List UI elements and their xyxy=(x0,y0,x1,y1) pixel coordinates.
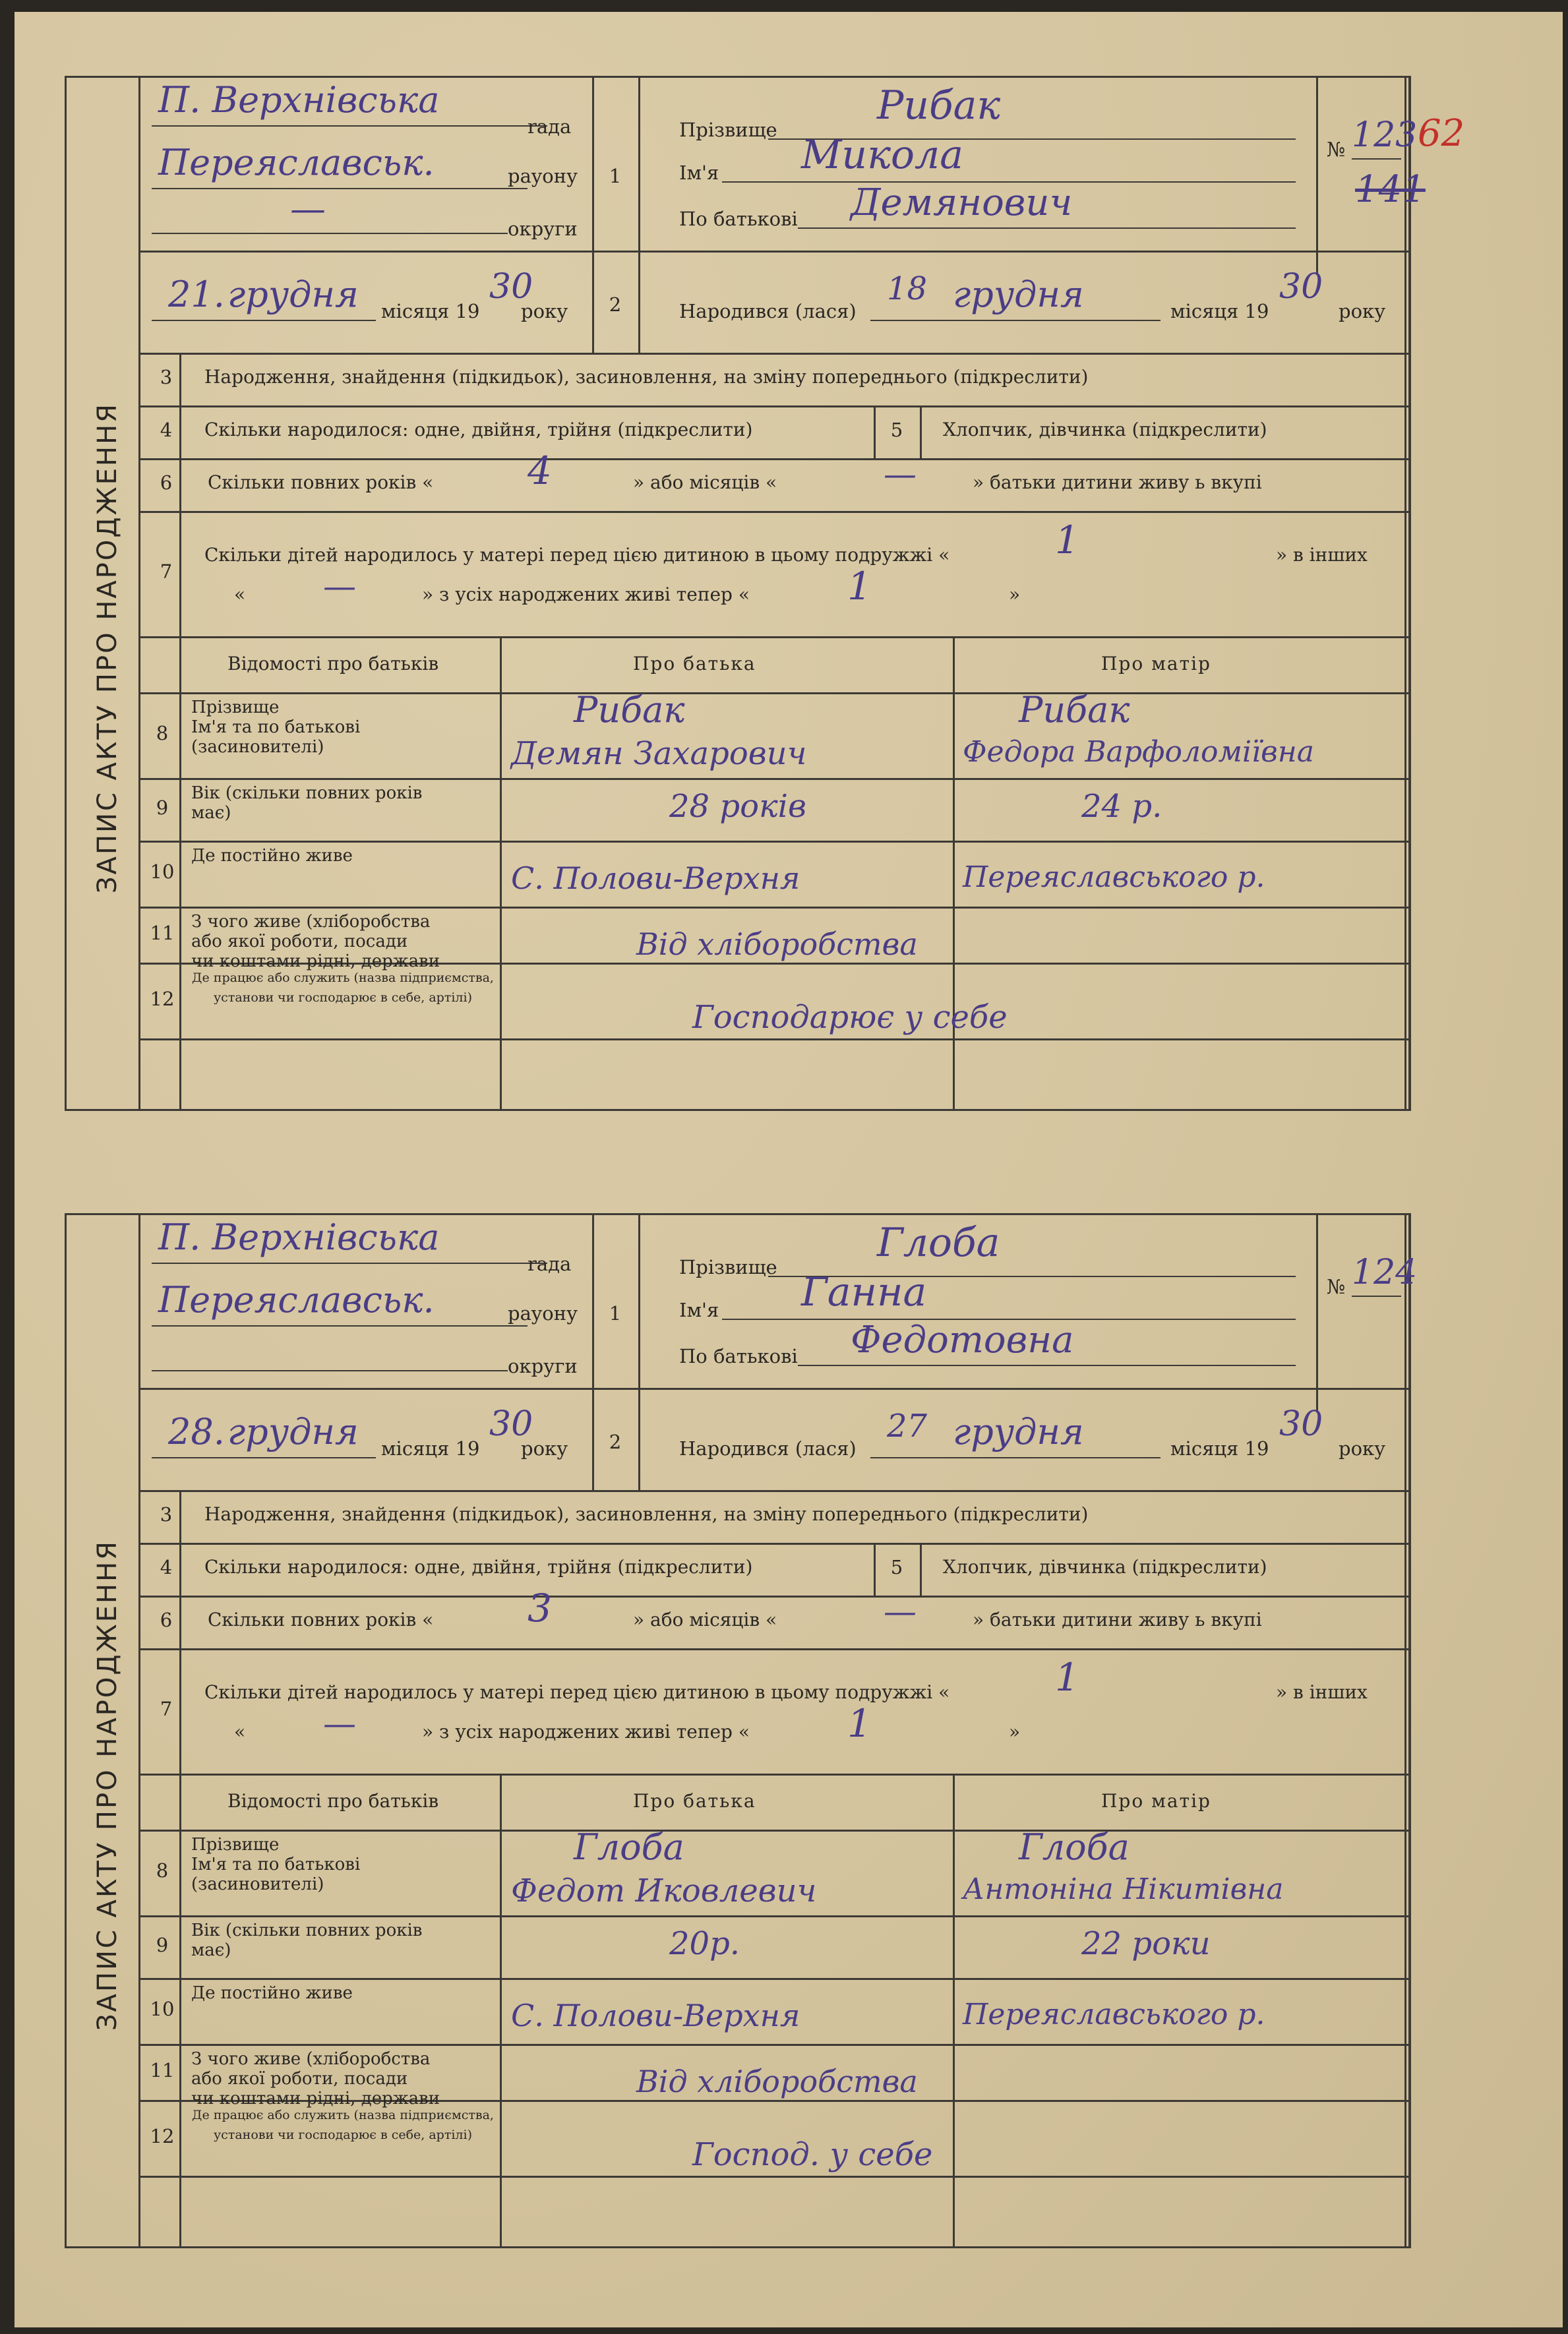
row-number: 9 xyxy=(156,1933,169,1956)
label-hrada: rада xyxy=(528,1253,572,1275)
frame-line xyxy=(138,636,1408,638)
frame-line xyxy=(953,636,955,1111)
label-okruhy: округи xyxy=(508,218,578,240)
label-row7a: Скільки дітей народилось у матері перед цією дитиною в цьому подружжі « xyxy=(204,544,950,566)
record-number: 124 xyxy=(1352,1253,1418,1292)
label-row9: Вік (скільки повних років має) xyxy=(191,783,423,823)
birth-day: 18 xyxy=(887,270,928,307)
birth-month: грудня xyxy=(953,1411,1084,1452)
label-number: № xyxy=(1327,1276,1346,1299)
frame-line xyxy=(138,458,1408,460)
row-number: 10 xyxy=(150,1998,175,2020)
frame-line xyxy=(638,76,640,353)
fill-line xyxy=(152,233,508,234)
label-row11: З чого живе (хліборобства або якої роботи, посади чи коштами рідні, держави xyxy=(191,912,440,971)
label-misyatsya: місяця 19 xyxy=(381,1437,480,1460)
father-age: 20р. xyxy=(669,1925,740,1962)
label-row10: Де постійно живе xyxy=(191,1983,353,2003)
reg-day: 28. xyxy=(168,1411,225,1452)
frame-line xyxy=(500,636,502,1111)
father-surname: Рибак xyxy=(574,689,685,731)
place-value: П. Верхнівська xyxy=(158,79,440,121)
label-row3: Народження, знайдення (підкидьок), засиновлення, на зміну попереднього (підкреслити) xyxy=(204,1503,1089,1525)
row-number: 8 xyxy=(156,1859,169,1882)
okruha-value: — xyxy=(290,188,326,229)
frame-line xyxy=(874,405,876,458)
frame-line xyxy=(500,1774,502,2248)
row-number: 3 xyxy=(160,1503,173,1526)
record-number: 123 xyxy=(1352,115,1418,155)
fill-line xyxy=(152,125,547,127)
children-before: 1 xyxy=(1055,1655,1079,1700)
row-number: 1 xyxy=(609,1302,622,1325)
surname-value: Рибак xyxy=(877,82,1001,129)
mother-name: Антоніна Нікитівна xyxy=(963,1872,1284,1906)
children-other: — xyxy=(323,1704,356,1743)
label-misyatsya: місяця 19 xyxy=(381,300,480,322)
frame-line xyxy=(920,1543,922,1596)
birth-year: 30 xyxy=(1279,1404,1323,1444)
patronymic-value: Демянович xyxy=(851,181,1073,224)
label-row11: З чого живе (хліборобства або якої роботи, посади чи коштами рідні, держави xyxy=(191,2049,440,2109)
rayon-value: Переяславськ. xyxy=(158,1279,435,1321)
frame-line xyxy=(138,692,1408,694)
row-number: 7 xyxy=(160,1698,173,1720)
mother-residence: Переяславського р. xyxy=(963,860,1265,894)
row-number: 10 xyxy=(150,860,175,883)
frame-line xyxy=(138,1596,1408,1598)
father-surname: Глоба xyxy=(574,1826,684,1868)
label-row6b: » або місяців « xyxy=(633,471,777,493)
label-row7b: » в інших xyxy=(1276,1681,1368,1703)
frame-line xyxy=(138,1774,1408,1776)
row-number: 5 xyxy=(890,1556,903,1578)
label-row3: Народження, знайдення (підкидьок), засиновлення, на зміну попереднього (підкреслити) xyxy=(204,366,1089,388)
row-number: 4 xyxy=(160,1556,173,1578)
header-mother: Про матір xyxy=(1101,1790,1211,1812)
frame-line xyxy=(138,1213,140,2248)
reg-year: 30 xyxy=(489,1404,533,1444)
label-narodyvsya: Народився (лася) xyxy=(679,300,857,322)
header-vidomosti: Відомості про батьків xyxy=(227,653,439,674)
label-imya: Ім'я xyxy=(679,1299,719,1321)
fill-line xyxy=(152,1457,376,1458)
row-number: 2 xyxy=(609,1431,622,1453)
label-row10: Де постійно живе xyxy=(191,846,353,866)
label-roku: року xyxy=(1339,1437,1386,1460)
mother-age: 24 р. xyxy=(1081,788,1162,825)
fill-line xyxy=(798,227,1296,229)
record-number-red: 62 xyxy=(1418,112,1465,155)
frame-line xyxy=(638,1213,640,1490)
label-row12: Де працює або служить (назва підприємства, установи чи господарює в себе, артілі) xyxy=(192,971,494,1005)
father-work: Господарює у себе xyxy=(692,999,1008,1036)
frame-line xyxy=(138,841,1408,843)
fill-line xyxy=(1352,158,1401,160)
frame-line xyxy=(138,2176,1408,2178)
label-row6c: » батьки дитини живу ь вкупі xyxy=(973,471,1262,493)
header-father: Про батька xyxy=(633,653,756,674)
frame-line xyxy=(1316,76,1318,274)
row-number: 11 xyxy=(150,2058,175,2081)
label-row8: Прізвище Ім'я та по батькові (засиновителі) xyxy=(191,1835,361,1894)
label-rayonu: рayону xyxy=(508,1302,578,1325)
side-title: ЗАПИС АКТУ ПРО НАРОДЖЕННЯ xyxy=(92,1540,123,2031)
header-father: Про батька xyxy=(633,1790,756,1812)
row-number: 8 xyxy=(156,722,169,744)
frame-line xyxy=(138,1490,1408,1492)
years-value: 3 xyxy=(528,1586,552,1631)
label-row4: Скільки народилося: одне, двійня, трійня (підкреслити) xyxy=(204,419,753,440)
record-number-struck: 141 xyxy=(1355,168,1426,211)
label-prizvyshche: Прізвище xyxy=(679,119,777,141)
frame-line xyxy=(138,2044,1408,2046)
label-misyatsya: місяця 19 xyxy=(1170,1437,1269,1460)
father-work: Господ. у себе xyxy=(692,2136,933,2173)
years-value: 4 xyxy=(528,448,552,493)
fill-line xyxy=(152,188,528,189)
frame-line xyxy=(1404,1213,1406,2248)
frame-line xyxy=(138,1830,1408,1832)
birth-day: 27 xyxy=(887,1408,928,1445)
label-row6c: » батьки дитини живу ь вкупі xyxy=(973,1609,1262,1631)
row-number: 6 xyxy=(160,471,173,494)
fill-line xyxy=(1352,1296,1401,1297)
fill-line xyxy=(152,1325,528,1327)
label-narodyvsya: Народився (лася) xyxy=(679,1437,857,1460)
row-number: 12 xyxy=(150,987,175,1010)
label-rayonu: рayону xyxy=(508,165,578,187)
father-residence: С. Полови-Верхня xyxy=(511,1998,800,2033)
frame-line xyxy=(1408,76,1410,1111)
surname-value: Глоба xyxy=(877,1220,1000,1266)
children-before: 1 xyxy=(1055,518,1079,562)
row-number: 12 xyxy=(150,2124,175,2147)
label-row7a: Скільки дітей народилось у матері перед цією дитиною в цьому подружжі « xyxy=(204,1681,950,1703)
label-hrada: rада xyxy=(528,115,572,138)
label-row7c: « xyxy=(234,1721,246,1743)
frame-line xyxy=(953,1774,955,2248)
father-name: Демян Захарович xyxy=(511,735,807,772)
fill-line xyxy=(870,1457,1161,1458)
patronymic-value: Федотовна xyxy=(851,1319,1074,1362)
row-number: 9 xyxy=(156,796,169,819)
header-mother: Про матір xyxy=(1101,653,1211,674)
mother-name: Федора Варфоломіївна xyxy=(963,735,1314,769)
frame-line xyxy=(1408,1213,1410,2248)
label-row7d: » з усіх народжених живі тепер « xyxy=(422,584,750,605)
label-roku: року xyxy=(1339,300,1386,322)
label-row6a: Скільки повних років « xyxy=(208,471,434,493)
frame-line xyxy=(138,1543,1408,1545)
frame-line xyxy=(138,1915,1408,1917)
frame-line xyxy=(138,251,1408,253)
father-age: 28 років xyxy=(669,788,806,825)
mother-surname: Рибак xyxy=(1019,689,1130,731)
label-row5: Хлопчик, дівчинка (підкреслити) xyxy=(943,419,1267,440)
label-row5: Хлопчик, дівчинка (підкреслити) xyxy=(943,1556,1267,1578)
frame-line xyxy=(138,778,1408,780)
frame-line xyxy=(138,907,1408,909)
fill-line xyxy=(152,320,376,321)
frame-line xyxy=(138,1388,1408,1390)
name-value: Микола xyxy=(801,132,964,178)
father-residence: С. Полови-Верхня xyxy=(511,860,800,896)
name-value: Ганна xyxy=(801,1269,927,1315)
row-number: 4 xyxy=(160,419,173,441)
label-row6a: Скільки повних років « xyxy=(208,1609,434,1631)
label-row7b: » в інших xyxy=(1276,544,1368,566)
children-other: — xyxy=(323,567,356,605)
mother-age: 22 роки xyxy=(1081,1925,1211,1962)
frame-line xyxy=(138,1648,1408,1650)
months-value: — xyxy=(884,455,917,493)
label-row12: Де працює або служить (назва підприємства, установи чи господарює в себе, артілі) xyxy=(192,2108,494,2142)
frame-line xyxy=(138,1038,1408,1040)
father-livelihood: Від хліборобства xyxy=(636,2064,918,2099)
frame-line xyxy=(179,353,181,1111)
father-name: Федот Иковлевич xyxy=(511,1872,817,1909)
label-number: № xyxy=(1327,138,1346,162)
label-row9: Вік (скільки повних років має) xyxy=(191,1921,423,1960)
birth-year: 30 xyxy=(1279,267,1323,307)
reg-month: грудня xyxy=(227,274,359,315)
frame-line xyxy=(138,511,1408,513)
label-row7c: « xyxy=(234,584,246,605)
father-livelihood: Від хліборобства xyxy=(636,926,918,962)
place-value: П. Верхнівська xyxy=(158,1216,440,1258)
frame-line xyxy=(179,1490,181,2248)
frame-line xyxy=(138,353,1408,355)
label-imya: Ім'я xyxy=(679,162,719,184)
frame-line xyxy=(138,76,140,1111)
fill-line xyxy=(152,1370,508,1371)
frame-line xyxy=(920,405,922,458)
label-row8: Прізвище Ім'я та по батькові (засиновителі) xyxy=(191,698,361,757)
row-number: 3 xyxy=(160,366,173,388)
row-number: 2 xyxy=(609,293,622,316)
children-alive: 1 xyxy=(847,1701,872,1746)
frame-line xyxy=(138,1978,1408,1980)
frame-line xyxy=(592,76,594,353)
row-number: 5 xyxy=(890,419,903,441)
frame-line xyxy=(1316,1213,1318,1411)
fill-line xyxy=(870,320,1161,321)
label-roku: року xyxy=(521,300,568,322)
frame-line xyxy=(874,1543,876,1596)
mother-residence: Переяславського р. xyxy=(963,1998,1265,2031)
label-okruhy: округи xyxy=(508,1355,578,1377)
birth-month: грудня xyxy=(953,274,1084,315)
frame-line xyxy=(592,1213,594,1490)
label-row7e: » xyxy=(1009,1721,1021,1743)
rayon-value: Переяславськ. xyxy=(158,142,435,183)
fill-line xyxy=(798,1365,1296,1366)
row-number: 7 xyxy=(160,560,173,583)
label-row6b: » або місяців « xyxy=(633,1609,777,1631)
label-po-batkovi: По батькові xyxy=(679,208,798,230)
label-row4: Скільки народилося: одне, двійня, трійня (підкреслити) xyxy=(204,1556,753,1578)
label-row7d: » з усіх народжених живі тепер « xyxy=(422,1721,750,1743)
fill-line xyxy=(152,1263,547,1264)
row-number: 11 xyxy=(150,921,175,944)
mother-surname: Глоба xyxy=(1019,1826,1130,1868)
label-po-batkovi: По батькові xyxy=(679,1345,798,1367)
label-misyatsya: місяця 19 xyxy=(1170,300,1269,322)
label-prizvyshche: Прізвище xyxy=(679,1256,777,1278)
row-number: 1 xyxy=(609,165,622,187)
frame-line xyxy=(1404,76,1406,1111)
reg-day: 21. xyxy=(168,274,225,315)
frame-line xyxy=(138,405,1408,407)
side-title: ЗАПИС АКТУ ПРО НАРОДЖЕННЯ xyxy=(92,402,123,893)
children-alive: 1 xyxy=(847,564,872,609)
label-row7e: » xyxy=(1009,584,1021,605)
months-value: — xyxy=(884,1592,917,1631)
label-roku: року xyxy=(521,1437,568,1460)
header-vidomosti: Відомості про батьків xyxy=(227,1790,439,1812)
row-number: 6 xyxy=(160,1609,173,1631)
reg-year: 30 xyxy=(489,267,533,307)
reg-month: грудня xyxy=(227,1411,359,1452)
